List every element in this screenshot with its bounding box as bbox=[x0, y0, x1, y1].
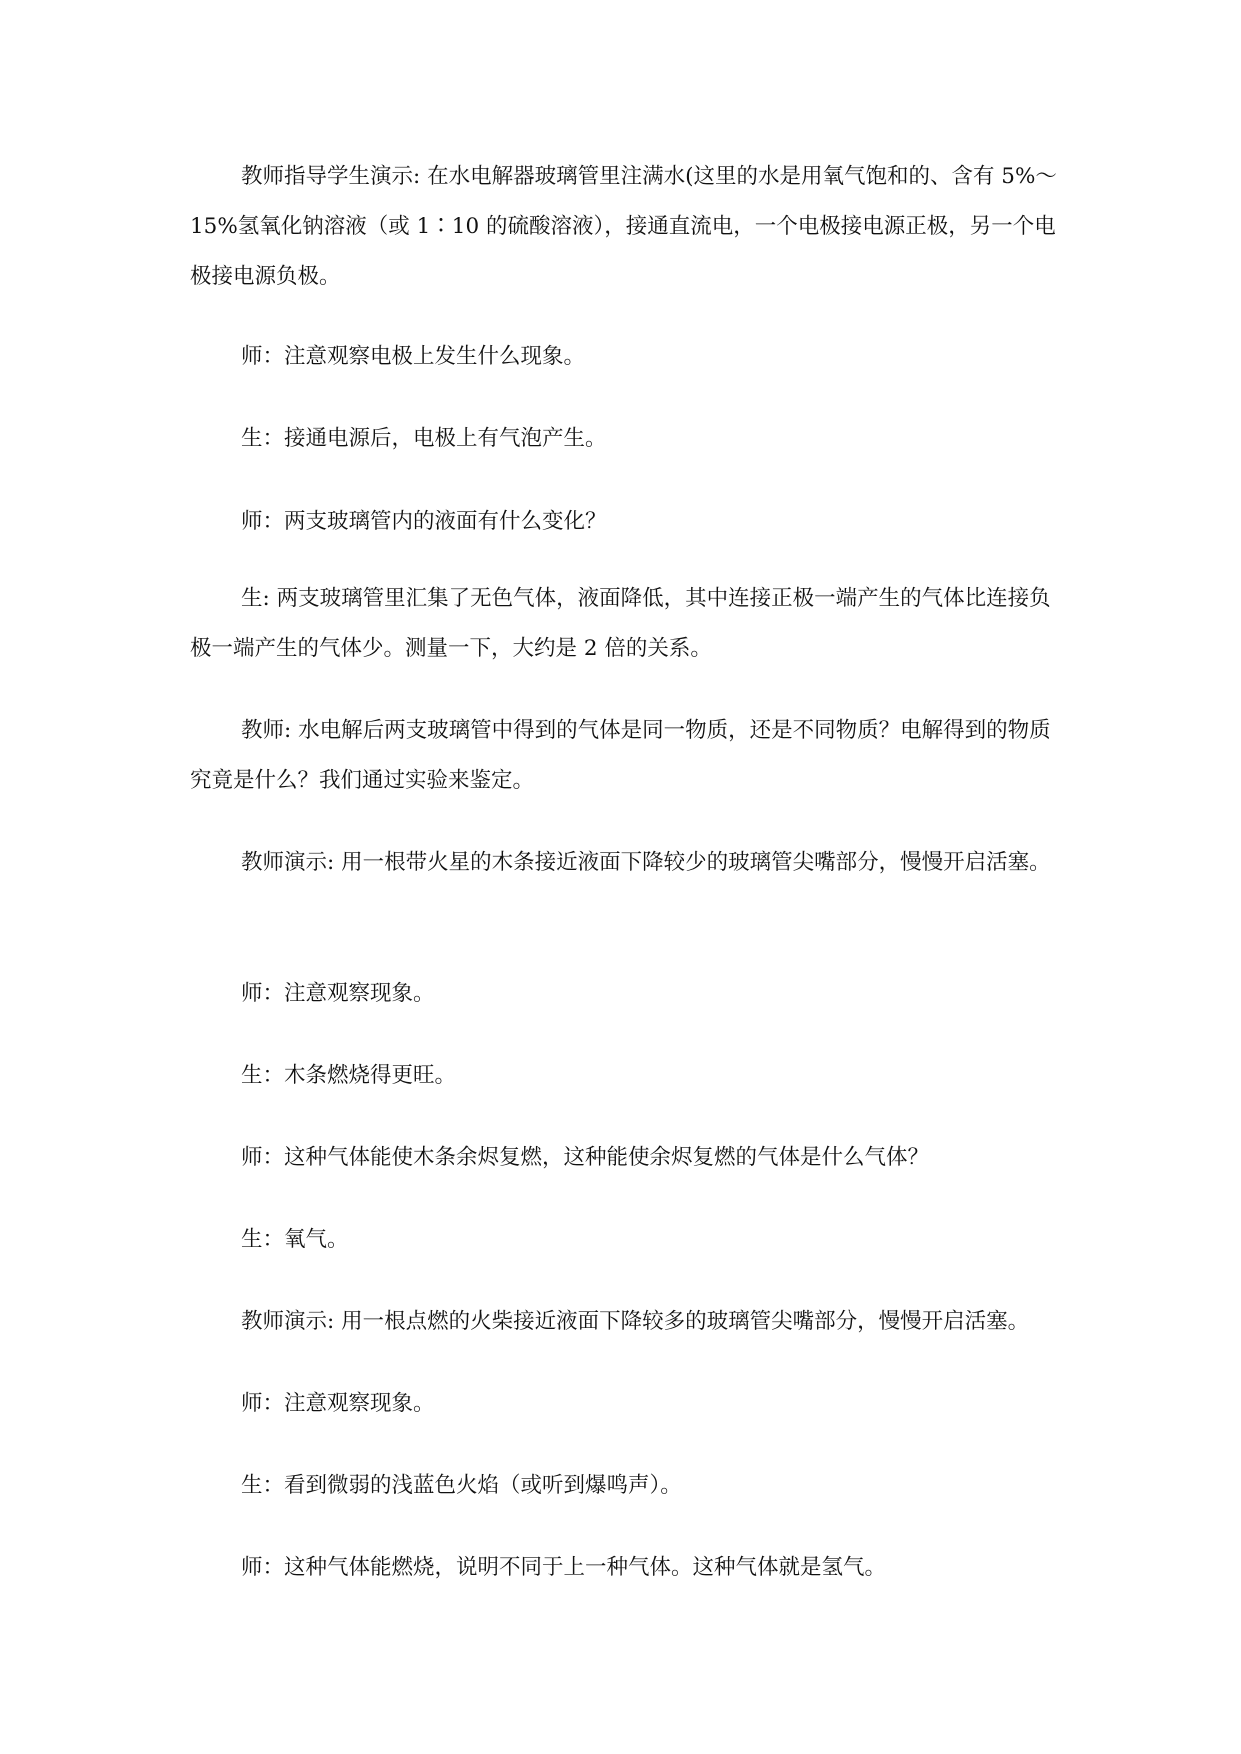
paragraph-teacher-same-or-different: 教师: 水电解后两支玻璃管中得到的气体是同一物质，还是不同物质？电解得到的物质究竟是什么？我们通过实验来鉴定。 bbox=[190, 718, 1051, 793]
paragraph-teacher-liquid-level: 师：两支玻璃管内的液面有什么变化？ bbox=[241, 509, 607, 534]
paragraph-teacher-observe-2: 师：注意观察现象。 bbox=[241, 1391, 435, 1416]
paragraph-student-oxygen: 生：氧气。 bbox=[241, 1227, 349, 1252]
paragraph-teacher-demo-match: 教师演示: 用一根点燃的火柴接近液面下降较多的玻璃管尖嘴部分，慢慢开启活塞。 bbox=[241, 1309, 1030, 1334]
paragraph-teacher-hydrogen: 师：这种气体能燃烧，说明不同于上一种气体。这种气体就是氢气。 bbox=[241, 1555, 887, 1580]
paragraph-student-bubbles: 生：接通电源后，电极上有气泡产生。 bbox=[241, 426, 607, 451]
paragraph-teacher-demo-splint: 教师演示: 用一根带火星的木条接近液面下降较少的玻璃管尖嘴部分，慢慢开启活塞。 bbox=[241, 850, 1051, 875]
paragraph-student-blue-flame: 生：看到微弱的浅蓝色火焰（或听到爆鸣声）。 bbox=[241, 1473, 682, 1498]
paragraph-teacher-observe-1: 师：注意观察现象。 bbox=[241, 981, 435, 1006]
paragraph-teacher-guided-demo: 教师指导学生演示: 在水电解器玻璃管里注满水(这里的水是用氧气饱和的、含有 5%～15%氢氧化钠溶液（或 1∶10 的硫酸溶液），接通直流电，一个电极接电源正极，另一个电极接电源负极。 bbox=[190, 164, 1057, 289]
paragraph-teacher-observe-electrodes: 师：注意观察电极上发生什么现象。 bbox=[241, 344, 586, 369]
paragraph-teacher-what-gas: 师：这种气体能使木条余烬复燃，这种能使余烬复燃的气体是什么气体？ bbox=[241, 1145, 930, 1170]
paragraph-student-gas-ratio: 生: 两支玻璃管里汇集了无色气体，液面降低，其中连接正极一端产生的气体比连接负极一端产生的气体少。测量一下，大约是 2 倍的关系。 bbox=[190, 586, 1051, 661]
paragraph-student-burns-brighter: 生：木条燃烧得更旺。 bbox=[241, 1063, 457, 1088]
